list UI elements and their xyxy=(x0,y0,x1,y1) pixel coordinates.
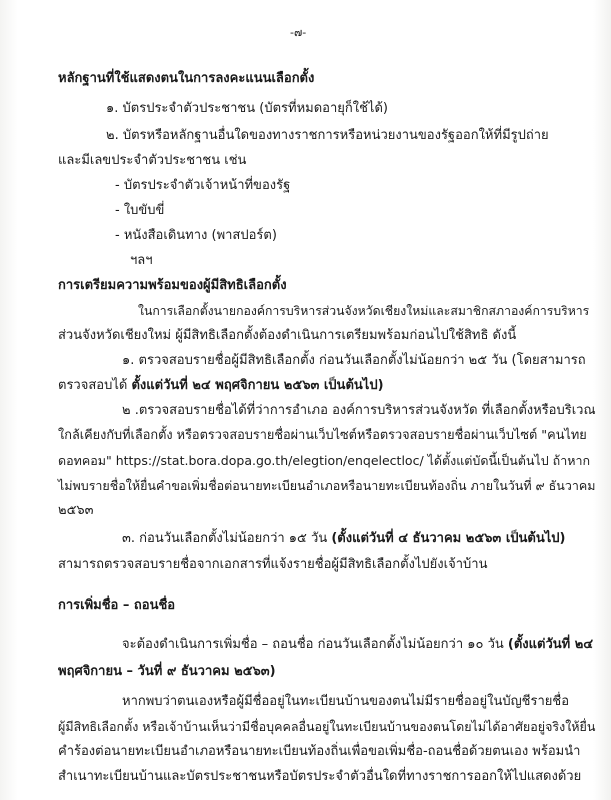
prep-item-2-line-4: ไม่พบรายชื่อให้ยื่นคำขอเพิ่มชื่อต่อนายทะเบียนอำเภอหรือนายทะเบียนท้องถิ่น ภายในวันที่ ๙ ธันวาคม xyxy=(58,478,596,493)
id-item-2-line-1: ๒. บัตรหรือหลักฐานอื่นใดของทางราชการหรือหน่วยงานของรัฐออกให้ที่มีรูปถ่าย xyxy=(106,128,549,143)
prep-item-2-line-3: ดอทคอม" https://stat.bora.dopa.go.th/elegtion/enqelectloc/ ได้ตั้งแต่บัดนี้เป็นต้นไป ถ้าหาก xyxy=(58,453,591,468)
addremove-para-1-date: (ตั้งแต่วันที่ ๒๔ xyxy=(507,637,594,652)
prep-item-2-line-5: ๒๕๖๓ xyxy=(58,503,94,518)
prep-intro-line-1: ในการเลือกตั้งนายกองค์การบริหารส่วนจังหวัดเชียงใหม่และสมาชิกสภาองค์การบริหาร xyxy=(138,304,590,318)
addremove-para-2-line-3: คำร้องต่อนายทะเบียนอำเภอหรือนายทะเบียนท้องถิ่นเพื่อขอเพิ่มชื่อ-ถอนชื่อด้วยตนเอง พร้อมนำ xyxy=(58,744,581,759)
page-number: -๗- xyxy=(290,26,307,39)
section-heading-preparation: การเตรียมความพร้อมของผู้มีสิทธิเลือกตั้ง xyxy=(58,278,287,293)
prep-item-3-line-2: สามารถตรวจสอบรายชื่อจากเอกสารที่แจ้งรายชื่อผู้มีสิทธิเลือกตั้งไปยังเจ้าบ้าน xyxy=(58,557,488,572)
prep-intro-line-2: ส่วนจังหวัดเชียงใหม่ ผู้มีสิทธิเลือกตั้งต้องดำเนินการเตรียมพร้อมก่อนไปใช้สิทธิ ดังนี้ xyxy=(58,328,517,343)
section-heading-add-remove-name: การเพิ่มชื่อ – ถอนชื่อ xyxy=(58,598,176,613)
prep-item-2-line-1: ๒ .ตรวจสอบรายชื่อได้ที่ว่าการอำเภอ องค์การบริหารส่วนจังหวัด ที่เลือกตั้งหรือบริเวณ xyxy=(122,403,596,418)
id-etc: ฯลฯ xyxy=(130,253,153,268)
id-subitem-passport: - หนังสือเดินทาง (พาสปอร์ต) xyxy=(115,228,277,243)
prep-item-1-text: ตรวจสอบได้ xyxy=(58,378,132,393)
id-subitem-official-card: - บัตรประจำตัวเจ้าหน้าที่ของรัฐ xyxy=(115,178,291,193)
addremove-para-1-line-1 xyxy=(122,636,593,654)
prep-item-1-line-1: ๑. ตรวจสอบรายชื่อผู้มีสิทธิเลือกตั้ง ก่อนวันเลือกตั้งไม่น้อยกว่า ๒๕ วัน (โดยสามารถ xyxy=(122,353,586,368)
section-heading-voter-id: หลักฐานที่ใช้แสดงตนในการลงคะแนนเลือกตั้ง xyxy=(58,71,315,86)
id-item-1: ๑. บัตรประจำตัวประชาชน (บัตรที่หมดอายุก็ใช้ได้) xyxy=(106,101,388,116)
addremove-para-2-line-4: สำเนาทะเบียนบ้านและบัตรประชาชนหรือบัตรประจำตัวอื่นใดที่ทางราชการออกให้ไปแสดงด้วย xyxy=(58,769,582,784)
id-subitem-driver-license: - ใบขับขี่ xyxy=(115,203,165,218)
addremove-para-1-text: จะต้องดำเนินการเพิ่มชื่อ – ถอนชื่อ ก่อนวันเลือกตั้งไม่น้อยกว่า ๑๐ วัน xyxy=(122,637,508,652)
id-item-2-line-2: และมีเลขประจำตัวประชาชน เช่น xyxy=(58,153,247,168)
addremove-para-2-line-1: หากพบว่าตนเองหรือผู้มีชื่ออยู่ในทะเบียนบ้านของตนไม่มีรายชื่ออยู่ในบัญชีรายชื่อ xyxy=(122,694,570,709)
prep-item-1-date: ตั้งแต่วันที่ ๒๔ พฤศจิกายน ๒๕๖๓ เป็นต้นไป) xyxy=(131,378,384,393)
prep-item-2-line-2: ใกล้เคียงกับที่เลือกตั้ง หรือตรวจสอบรายชื่อผ่านเว็บไซต์หรือตรวจสอบรายชื่อผ่านเว็บไซต์ "คนไทย xyxy=(58,428,587,443)
prep-item-3-text: ๓. ก่อนวันเลือกตั้งไม่น้อยกว่า ๑๕ วัน xyxy=(122,531,332,546)
addremove-para-1-line-2: พฤศจิกายน – วันที่ ๙ ธันวาคม ๒๕๖๓) xyxy=(58,664,276,679)
prep-item-3-line-1 xyxy=(122,530,566,548)
addremove-para-2-line-2: ผู้มีสิทธิเลือกตั้ง หรือเจ้าบ้านเห็นว่ามีชื่อบุคคลอื่นอยู่ในทะเบียนบ้านของตนโดยไม่ได้อาศัยอยู่จริงให้ยื่น xyxy=(58,719,596,734)
prep-item-1-line-2 xyxy=(58,377,384,395)
prep-item-3-date: (ตั้งแต่วันที่ ๔ ธันวาคม ๒๕๖๓ เป็นต้นไป) xyxy=(331,531,566,546)
